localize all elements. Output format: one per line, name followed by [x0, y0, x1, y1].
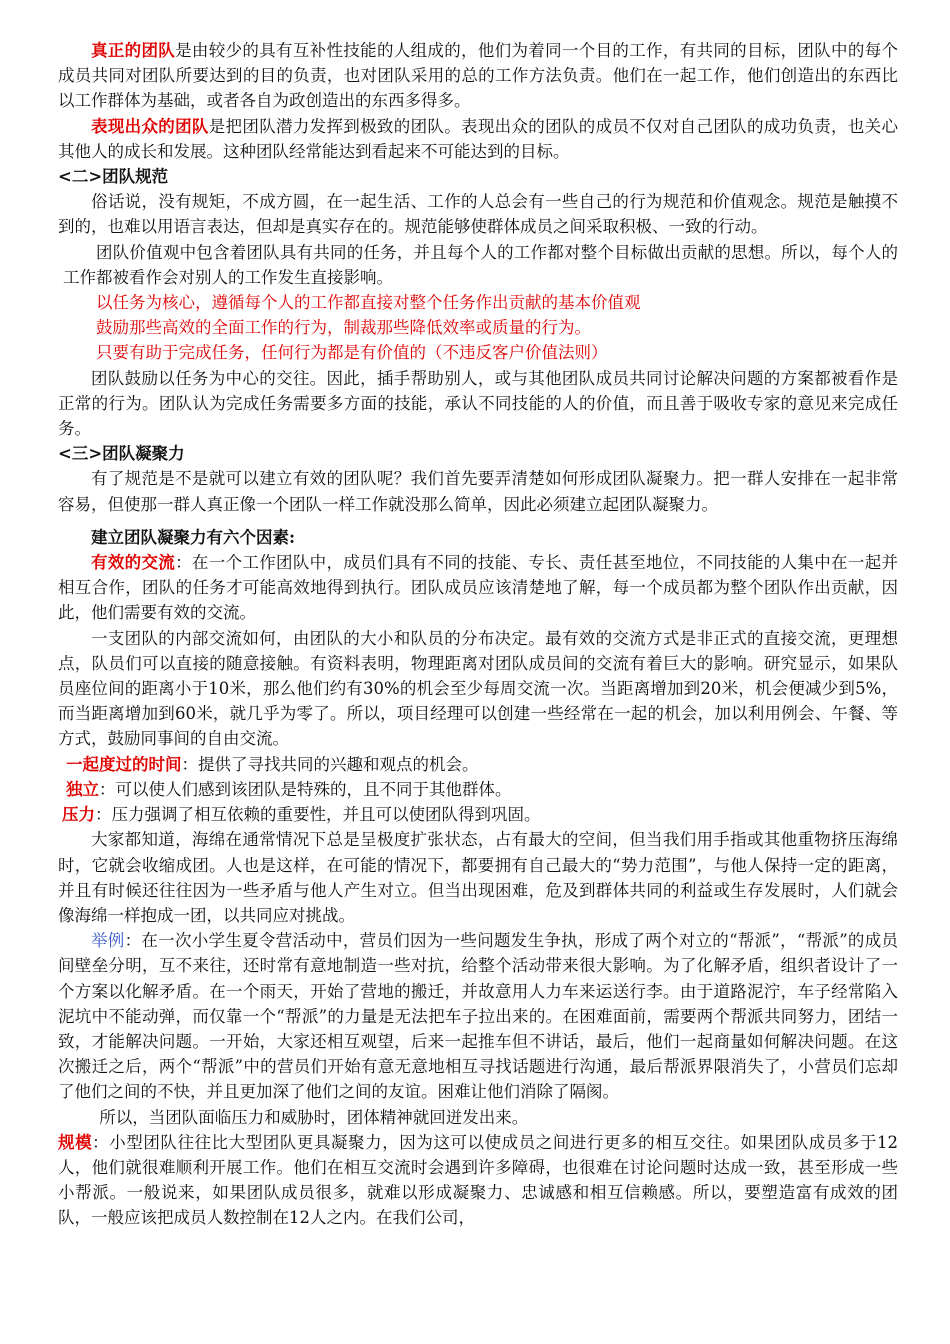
factor-size [58, 1130, 898, 1231]
term-outstanding-team: 表现出众的团队 [91, 116, 209, 136]
cohesion-paragraph-1: 有了规范是不是就可以建立有效的团队呢？我们首先要弄清楚如何形成团队凝聚力。把一群人安排在一起非常容易，但使那一群人真正像一个团队一样工作就没那么简单，因此必须建立起团队凝聚力。 [58, 469, 898, 514]
factor-pressure-text: ：压力强调了相互依赖的重要性，并且可以使团队得到巩固。 [95, 805, 541, 825]
example-term: 举例 [91, 931, 125, 951]
cohesion-subheading: 建立团队凝聚力有六个因素: [91, 527, 296, 547]
intro-paragraph-2 [58, 114, 898, 164]
factor-communication [58, 550, 898, 626]
factor-time-together [58, 752, 898, 777]
factor-independence-text: ：可以使人们感到该团队是特殊的，且不同于其他群体。 [99, 779, 512, 799]
factor-communication-term: 有效的交流 [91, 553, 176, 573]
example-text: ：在一次小学生夏令营活动中，营员们因为一些问题发生争执，形成了两个对立的“帮派”，“帮派”的成员间壁垒分明，互不来往，还时常有意地制造一些对抗，给整个活动带来很大影响。为了化解矛盾，组织者设计了一个方案以化解矛盾。在一个雨天，开始了营地的搬迁，并故意用人力车来运送行李。由于道路泥泞，车子经常陷入泥坑中不能动弹，而仅靠一个“帮派”的力量是无法把车子拉出来的。在困难面前，需要两个帮派共同努力，团结一致，才能解决问题。一开始，大家还相互观望，后来一起推车但不讲话，最后，他们一起商量如何解决问题。在这次搬迁之后，两个“帮派”中的营员们开始有意无意地相互寻找话题进行沟通，最后帮派界限消失了，小营员们忘却了他们之间的不快，并且更加深了他们之间的友谊。困难让他们消除了隔阂。 [58, 931, 899, 1102]
intro-paragraph-2-text: 是把团队潜力发挥到极致的团队。表现出众的团队的成员不仅对自己团队的成功负责，也关心其他人的成长和发展。这种团队经常能达到看起来不可能达到的目标。 [58, 116, 899, 161]
factor-communication-text: ：在一个工作团队中，成员们具有不同的技能、专长、责任甚至地位，不同技能的人集中在一起并相互合作，团队的任务才可能高效地得到执行。团队成员应该清楚地了解，每一个成员都为整个团队作出贡献，因此，他们需要有效的交流。 [58, 553, 899, 623]
factor-time-together-term: 一起度过的时间 [66, 754, 182, 774]
norms-highlight-3: 只要有助于完成任务，任何行为都是有价值的（不违反客户价值法则） [96, 343, 608, 363]
communication-paragraph-2: 一支团队的内部交流如何，由团队的大小和队员的分布决定。最有效的交流方式是非正式的直接交流，更理想点，队员们可以直接的随意接触。有资料表明，物理距离对团队成员间的交流有着巨大的影响。研究显示，如果队员座位间的距离小于10米，那么他们约有30%的机会至少每周交流一次。当距离增加到20米，机会便减少到5%，而当距离增加到60米，就几乎为零了。所以，项目经理可以创建一些经常在一起的机会，加以利用例会、午餐、等方式，鼓励同事间的自由交流。 [58, 628, 898, 749]
norms-paragraph-3: 团队鼓励以任务为中心的交往。因此，插手帮助别人，或与其他团队成员共同讨论解决问题的方案都被看作是正常的行为。团队认为完成任务需要多方面的技能，承认不同技能的人的价值，而且善于吸收专家的意见来完成任务。 [58, 368, 898, 439]
section-heading-team-norms: <二>团队规范 [58, 167, 169, 187]
section-heading-team-cohesion: <三>团队凝聚力 [58, 444, 185, 464]
norms-paragraph-2: 团队价值观中包含着团队具有共同的任务，并且每个人的工作都对整个目标做出贡献的思想。所以，每个人的工作都被看作会对别人的工作发生直接影响。 [63, 242, 898, 287]
term-true-team: 真正的团队 [91, 41, 176, 60]
intro-paragraph-1 [58, 38, 898, 114]
intro-paragraph-1-text: 是由较少的具有互补性技能的人组成的，他们为着同一个目的工作，有共同的目标，团队中的每个成员共同对团队所要达到的目的负责，也对团队采用的总的工作方法负责。他们在一起工作，他们创造出的东西比以工作群体为基础，或者各自为政创造出的东西多得多。 [58, 41, 899, 111]
pressure-paragraph-2: 大家都知道，海绵在通常情况下总是呈极度扩张状态，占有最大的空间，但当我们用手指或其他重物挤压海绵时，它就会收缩成团。人也是这样，在可能的情况下，都要拥有自己最大的“势力范围”，与他人保持一定的距离，并且有时候还往往因为一些矛盾与他人产生对立。但当出现困难，危及到群体共同的利益或生存发展时，人们就会像海绵一样抱成一团，以共同应对挑战。 [58, 830, 898, 925]
factor-size-term: 规模 [58, 1132, 93, 1152]
factor-pressure-term: 压力 [62, 805, 95, 825]
norms-highlight-1: 以任务为核心，遵循每个人的工作都直接对整个任务作出贡献的基本价值观 [96, 293, 641, 313]
factor-time-together-text: ：提供了寻找共同的兴趣和观点的机会。 [181, 754, 479, 774]
factor-size-text: ：小型团队往往比大型团队更具凝聚力，因为这可以使成员之间进行更多的相互交往。如果团队成员多于12人，他们就很难顺利开展工作。他们在相互交流时会遇到许多障碍，也很难在讨论问题时达成一致，甚至形成一些小帮派。一般说来，如果团队成员很多，就难以形成凝聚力、忠诚感和相互信赖感。所以，要塑造富有成效的团队，一般应该把成员人数控制在12人之内。在我们公司， [58, 1132, 898, 1228]
factor-independence [58, 777, 898, 802]
document-page [58, 38, 898, 1231]
norms-highlight-2: 鼓励那些高效的全面工作的行为，制裁那些降低效率或质量的行为。 [96, 318, 591, 338]
pressure-paragraph-3: 所以，当团队面临压力和威胁时，团体精神就回迸发出来。 [99, 1107, 529, 1127]
factor-pressure [58, 802, 898, 827]
factor-independence-term: 独立 [66, 779, 99, 799]
pressure-example [58, 928, 898, 1104]
norms-paragraph-1: 俗话说，没有规矩，不成方圆，在一起生活、工作的人总会有一些自己的行为规范和价值观念。规范是触摸不到的，也难以用语言表达，但却是真实存在的。规范能够使群体成员之间采取积极、一致的行动。 [58, 192, 898, 237]
